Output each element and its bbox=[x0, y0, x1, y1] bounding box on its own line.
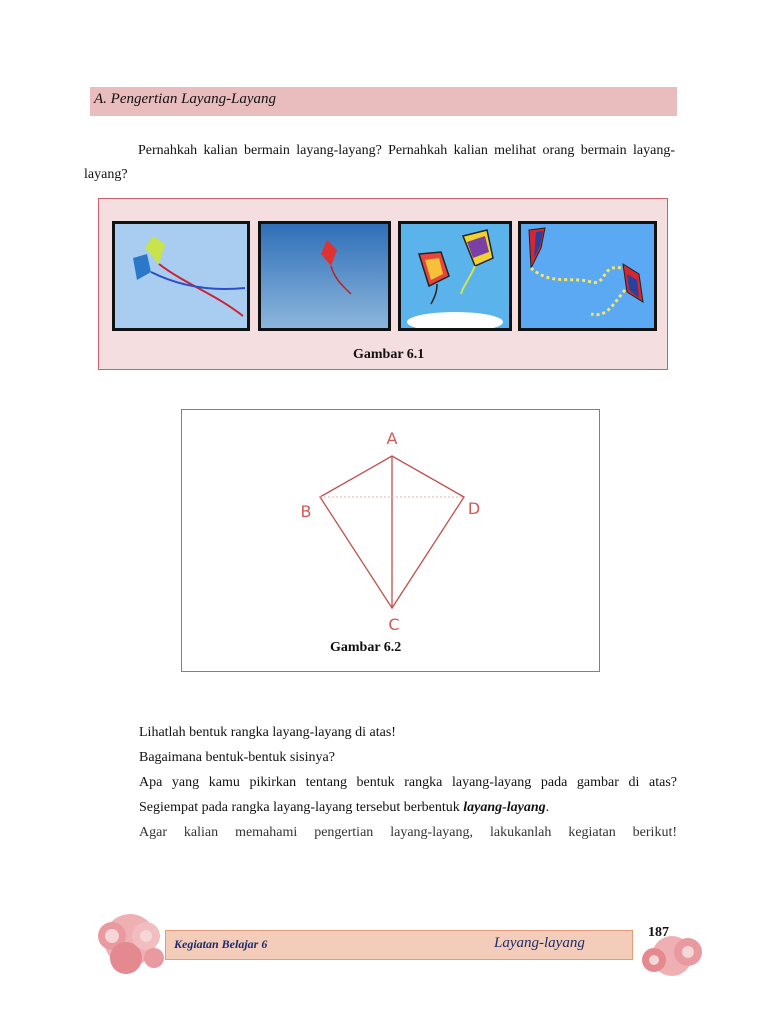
footer-chapter: Kegiatan Belajar 6 bbox=[174, 937, 268, 951]
section-header-bar bbox=[90, 87, 677, 116]
body-line-4 bbox=[139, 795, 677, 820]
figure-6-2 bbox=[181, 409, 600, 672]
figure-6-2-caption: Gambar 6.2 bbox=[330, 640, 402, 655]
body-line-2: Bagaimana bentuk-bentuk sisinya? bbox=[139, 750, 335, 765]
kite-photo-2 bbox=[258, 221, 391, 331]
section-title: A. Pengertian Layang-Layang bbox=[94, 91, 277, 107]
figure-6-1 bbox=[98, 198, 668, 370]
footer-band bbox=[165, 930, 633, 960]
kite-photo-1 bbox=[112, 221, 250, 331]
body-text bbox=[139, 720, 677, 845]
page-number: 187 bbox=[648, 925, 669, 940]
body-line-4-suffix: . bbox=[545, 800, 550, 815]
body-line-4-emphasis: layang-layang bbox=[463, 800, 546, 815]
footer-decoration-left bbox=[92, 910, 172, 982]
kite-clipart bbox=[518, 221, 657, 331]
body-line-5: Agar kalian memahami pengertian layang-layang, lakukanlah kegiatan berikut! bbox=[139, 825, 677, 840]
footer-topic: Layang-layang bbox=[494, 935, 585, 951]
footer-decoration-right bbox=[636, 928, 708, 978]
vertex-label-c: C bbox=[388, 615, 400, 634]
body-line-1: Lihatlah bentuk rangka layang-layang di atas! bbox=[139, 725, 396, 740]
vertex-label-d: D bbox=[467, 499, 481, 518]
body-line-3: Apa yang kamu pikirkan tentang bentuk rangka layang-layang pada gambar di atas? bbox=[139, 775, 677, 790]
kite-diagram bbox=[182, 410, 599, 671]
body-line-4-prefix: Segiempat pada rangka layang-layang tersebut berbentuk bbox=[139, 800, 464, 815]
intro-paragraph: Pernahkah kalian bermain layang-layang? Pernahkah kalian melihat orang bermain layang-layang? bbox=[84, 143, 675, 182]
figure-6-1-caption: Gambar 6.1 bbox=[353, 347, 425, 362]
kite-cartoon bbox=[398, 221, 512, 331]
vertex-label-a: A bbox=[386, 429, 398, 448]
vertex-label-b: B bbox=[300, 502, 312, 521]
